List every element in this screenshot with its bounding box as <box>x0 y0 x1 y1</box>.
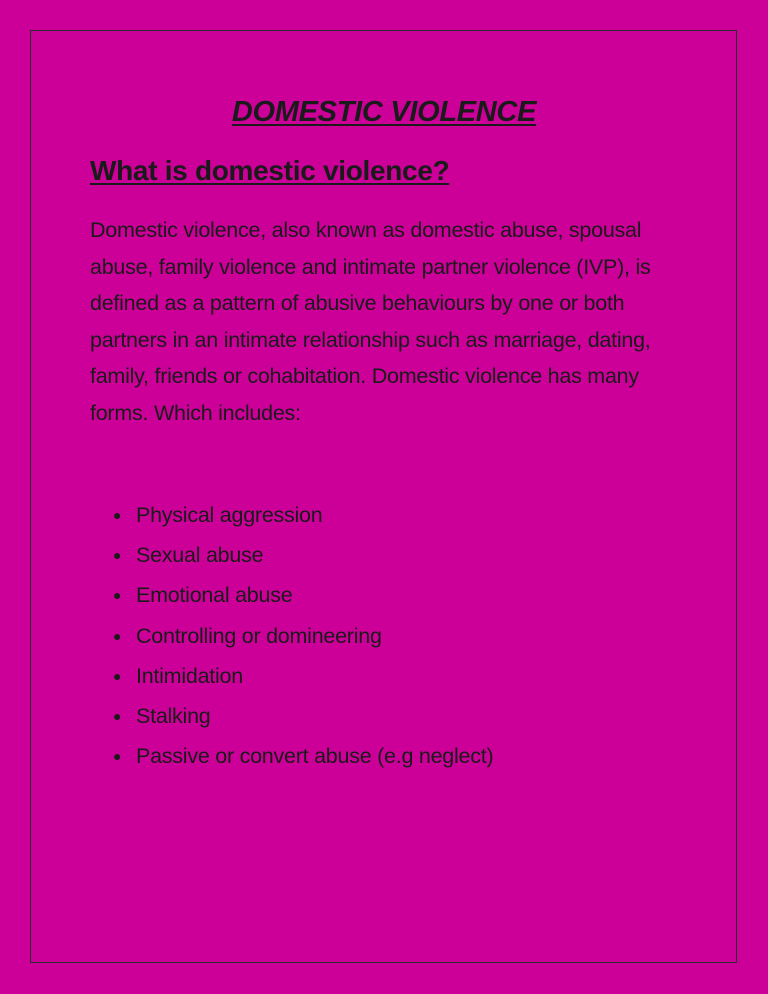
bullet-icon: ● <box>113 707 122 724</box>
document-title: DOMESTIC VIOLENCE <box>231 96 537 128</box>
bullet-icon: ● <box>113 547 122 564</box>
bullet-icon: ● <box>113 748 122 765</box>
list-item <box>113 658 493 698</box>
list-item <box>113 497 493 537</box>
definition-paragraph: Domestic violence, also known as domestic abuse, spousal abuse, family violence and intimate partner violence (IVP), is defined as a pattern of abusive behaviours by one or both partners in an intimate relationship such as marriage, dating, family, friends or cohabitation. Domestic violence has many forms. Which includes: <box>90 218 651 425</box>
section-heading: What is domestic violence? <box>90 155 450 186</box>
bullet-icon: ● <box>113 507 122 523</box>
list-item-text: Intimidation <box>136 663 243 688</box>
list-item <box>113 618 493 658</box>
list-item-text: Stalking <box>136 703 211 728</box>
list-item-text: Controlling or domineering <box>136 623 382 648</box>
list-item <box>113 738 493 778</box>
bullet-icon: ● <box>113 667 122 684</box>
list-item <box>113 698 493 738</box>
list-item-text: Passive or convert abuse (e.g neglect) <box>136 744 494 769</box>
bullet-icon: ● <box>113 627 122 644</box>
forms-list <box>113 497 493 778</box>
list-item-text: Sexual abuse <box>136 543 264 568</box>
list-item <box>113 577 493 617</box>
list-item-text: Physical aggression <box>136 503 323 527</box>
list-item-text: Emotional abuse <box>136 583 293 608</box>
list-item <box>113 537 493 577</box>
bullet-icon: ● <box>113 587 122 604</box>
